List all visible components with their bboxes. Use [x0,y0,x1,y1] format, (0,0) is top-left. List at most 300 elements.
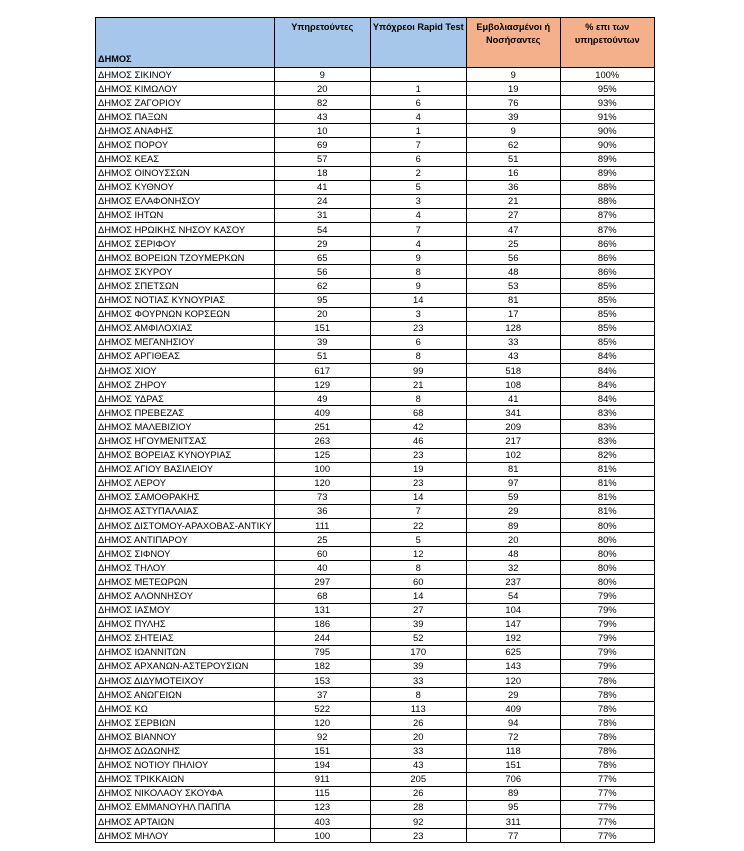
served-cell: 186 [274,617,370,631]
rapid-test-cell: 43 [370,758,466,772]
vaccinated-cell: 53 [466,279,560,293]
table-row [96,476,655,490]
served-cell: 60 [274,547,370,561]
served-cell: 57 [274,152,370,166]
rapid-test-cell: 5 [370,533,466,547]
vaccinated-cell: 94 [466,716,560,730]
vaccinated-cell: 33 [466,335,560,349]
header-served: Υπηρετούντες [274,18,370,68]
municipality-cell: ΔΗΜΟΣ ΜΕΤΕΩΡΩΝ [96,575,275,589]
rapid-test-cell: 92 [370,814,466,828]
percent-cell: 91% [560,110,654,124]
vaccinated-cell: 21 [466,194,560,208]
served-cell: 151 [274,744,370,758]
served-cell: 31 [274,208,370,222]
served-cell: 115 [274,786,370,800]
vaccinated-cell: 151 [466,758,560,772]
table-row [96,406,655,420]
vaccinated-cell: 118 [466,744,560,758]
rapid-test-cell: 6 [370,152,466,166]
percent-cell: 84% [560,363,654,377]
table-row [96,702,655,716]
rapid-test-cell: 14 [370,589,466,603]
served-cell: 43 [274,110,370,124]
vaccinated-cell: 29 [466,688,560,702]
percent-cell: 79% [560,631,654,645]
rapid-test-cell: 12 [370,547,466,561]
served-cell: 403 [274,814,370,828]
municipality-cell: ΔΗΜΟΣ ΒΟΡΕΙΑΣ ΚΥΝΟΥΡΙΑΣ [96,448,275,462]
rapid-test-cell: 4 [370,237,466,251]
percent-cell: 77% [560,829,654,843]
table-row [96,674,655,688]
vaccinated-cell: 143 [466,659,560,673]
percent-cell: 86% [560,265,654,279]
served-cell: 56 [274,265,370,279]
served-cell: 69 [274,138,370,152]
vaccinated-cell: 32 [466,561,560,575]
vaccinated-cell: 104 [466,603,560,617]
percent-cell: 79% [560,603,654,617]
municipality-cell: ΔΗΜΟΣ ΝΟΤΙΟΥ ΠΗΛΙΟΥ [96,758,275,772]
rapid-test-cell: 9 [370,251,466,265]
rapid-test-cell: 68 [370,406,466,420]
served-cell: 10 [274,124,370,138]
municipality-cell: ΔΗΜΟΣ ΕΜΜΑΝΟΥΗΛ ΠΑΠΠΑ [96,800,275,814]
table-row [96,251,655,265]
rapid-test-cell: 113 [370,702,466,716]
vaccinated-cell: 76 [466,96,560,110]
served-cell: 409 [274,406,370,420]
served-cell: 73 [274,490,370,504]
vaccinated-cell: 147 [466,617,560,631]
municipality-cell: ΔΗΜΟΣ ΙΑΣΜΟΥ [96,603,275,617]
header-row [96,18,655,68]
vaccinated-cell: 128 [466,321,560,335]
served-cell: 100 [274,462,370,476]
percent-cell: 80% [560,533,654,547]
header-vaccinated: Εμβολιασμένοι ή Νοσήσαντες [466,18,560,68]
table-row [96,110,655,124]
vaccinated-cell: 108 [466,378,560,392]
percent-cell: 86% [560,251,654,265]
percent-cell: 85% [560,321,654,335]
rapid-test-cell: 3 [370,307,466,321]
municipality-cell: ΔΗΜΟΣ ΗΓΟΥΜΕΝΙΤΣΑΣ [96,434,275,448]
vaccinated-cell: 54 [466,589,560,603]
municipality-cell: ΔΗΜΟΣ ΑΝΤΙΠΑΡΟΥ [96,533,275,547]
table-row [96,166,655,180]
table-row [96,279,655,293]
rapid-test-cell: 8 [370,349,466,363]
percent-cell: 89% [560,166,654,180]
municipality-cell: ΔΗΜΟΣ ΣΙΚΙΝΟΥ [96,68,275,82]
served-cell: 153 [274,674,370,688]
rapid-test-cell: 19 [370,462,466,476]
vaccinated-cell: 192 [466,631,560,645]
percent-cell: 83% [560,406,654,420]
percent-cell: 84% [560,392,654,406]
percent-cell: 83% [560,434,654,448]
municipality-cell: ΔΗΜΟΣ ΜΑΛΕΒΙΖΙΟΥ [96,420,275,434]
served-cell: 182 [274,659,370,673]
table-row [96,659,655,673]
table-row [96,716,655,730]
rapid-test-cell: 39 [370,659,466,673]
municipality-cell: ΔΗΜΟΣ ΝΙΚΟΛΑΟΥ ΣΚΟΥΦΑ [96,786,275,800]
served-cell: 120 [274,716,370,730]
table-row [96,829,655,843]
vaccinated-cell: 9 [466,124,560,138]
header-municipality: ΔΗΜΟΣ [96,18,275,68]
percent-cell: 78% [560,730,654,744]
rapid-test-cell: 7 [370,504,466,518]
vaccinated-cell: 311 [466,814,560,828]
table-row [96,194,655,208]
rapid-test-cell: 14 [370,293,466,307]
municipality-cell: ΔΗΜΟΣ ΠΡΕΒΕΖΑΣ [96,406,275,420]
percent-cell: 78% [560,758,654,772]
table-row [96,462,655,476]
vaccinated-cell: 41 [466,392,560,406]
municipality-cell: ΔΗΜΟΣ ΑΛΟΝΝΗΣΟΥ [96,589,275,603]
served-cell: 20 [274,307,370,321]
municipality-cell: ΔΗΜΟΣ ΙΗΤΩΝ [96,208,275,222]
served-cell: 129 [274,378,370,392]
served-cell: 297 [274,575,370,589]
table-row [96,82,655,96]
served-cell: 20 [274,82,370,96]
rapid-test-cell: 4 [370,110,466,124]
rapid-test-cell: 5 [370,180,466,194]
table-row [96,124,655,138]
vaccinated-cell: 20 [466,533,560,547]
table-row [96,631,655,645]
municipality-cell: ΔΗΜΟΣ ΑΝΩΓΕΙΩΝ [96,688,275,702]
percent-cell: 78% [560,744,654,758]
served-cell: 82 [274,96,370,110]
rapid-test-cell: 8 [370,561,466,575]
municipality-cell: ΔΗΜΟΣ ΔΙΣΤΟΜΟΥ-ΑΡΑΧΟΒΑΣ-ΑΝΤΙΚΥ [96,519,275,533]
percent-cell: 81% [560,504,654,518]
municipality-cell: ΔΗΜΟΣ ΣΙΦΝΟΥ [96,547,275,561]
rapid-test-cell: 27 [370,603,466,617]
table-row [96,363,655,377]
header-percent: % επι των υπηρετούντων [560,18,654,68]
rapid-test-cell: 170 [370,645,466,659]
municipality-cell: ΔΗΜΟΣ ΔΙΔΥΜΟΤΕΙΧΟΥ [96,674,275,688]
percent-cell: 85% [560,335,654,349]
rapid-test-cell: 205 [370,772,466,786]
table-row [96,688,655,702]
municipality-cell: ΔΗΜΟΣ ΚΙΜΩΛΟΥ [96,82,275,96]
percent-cell: 84% [560,378,654,392]
municipality-cell: ΔΗΜΟΣ ΑΣΤΥΠΑΛΑΙΑΣ [96,504,275,518]
municipality-cell: ΔΗΜΟΣ ΠΥΛΗΣ [96,617,275,631]
percent-cell: 81% [560,490,654,504]
rapid-test-cell: 46 [370,434,466,448]
rapid-test-cell: 9 [370,279,466,293]
municipality-cell: ΔΗΜΟΣ ΖΑΓΟΡΙΟΥ [96,96,275,110]
table-row [96,645,655,659]
served-cell: 123 [274,800,370,814]
vaccinated-cell: 17 [466,307,560,321]
served-cell: 151 [274,321,370,335]
percent-cell: 90% [560,124,654,138]
table-row [96,293,655,307]
vaccinated-cell: 409 [466,702,560,716]
municipality-cell: ΔΗΜΟΣ ΧΙΟΥ [96,363,275,377]
municipality-cell: ΔΗΜΟΣ ΦΟΥΡΝΩΝ ΚΟΡΣΕΩΝ [96,307,275,321]
vaccinated-cell: 120 [466,674,560,688]
rapid-test-cell: 20 [370,730,466,744]
municipality-cell: ΔΗΜΟΣ ΣΕΡΒΙΩΝ [96,716,275,730]
served-cell: 95 [274,293,370,307]
table-row [96,68,655,82]
table-row [96,519,655,533]
vaccinated-cell: 39 [466,110,560,124]
vaccinated-cell: 51 [466,152,560,166]
table-row [96,490,655,504]
vaccinated-cell: 43 [466,349,560,363]
percent-cell: 85% [560,293,654,307]
vaccinated-cell: 81 [466,462,560,476]
percent-cell: 78% [560,674,654,688]
vaccinated-cell: 209 [466,420,560,434]
percent-cell: 83% [560,420,654,434]
vaccinated-cell: 72 [466,730,560,744]
table-row [96,434,655,448]
table-row [96,758,655,772]
percent-cell: 77% [560,800,654,814]
vaccinated-cell: 16 [466,166,560,180]
percent-cell: 77% [560,786,654,800]
rapid-test-cell: 8 [370,392,466,406]
municipality-cell: ΔΗΜΟΣ ΑΜΦΙΛΟΧΙΑΣ [96,321,275,335]
rapid-test-cell: 42 [370,420,466,434]
table-row [96,448,655,462]
percent-cell: 79% [560,617,654,631]
percent-cell: 78% [560,688,654,702]
table-row [96,533,655,547]
vaccinated-cell: 89 [466,519,560,533]
table-row [96,504,655,518]
rapid-test-cell: 33 [370,744,466,758]
table-row [96,208,655,222]
served-cell: 68 [274,589,370,603]
vaccinated-cell: 97 [466,476,560,490]
municipality-cell: ΔΗΜΟΣ ΗΡΩΙΚΗΣ ΝΗΣΟΥ ΚΑΣΟΥ [96,223,275,237]
served-cell: 911 [274,772,370,786]
percent-cell: 81% [560,476,654,490]
table-row [96,617,655,631]
municipality-cell: ΔΗΜΟΣ ΛΕΡΟΥ [96,476,275,490]
rapid-test-cell: 7 [370,138,466,152]
percent-cell: 78% [560,716,654,730]
municipality-cell: ΔΗΜΟΣ ΑΡΤΑΙΩΝ [96,814,275,828]
percent-cell: 79% [560,645,654,659]
vaccinated-cell: 9 [466,68,560,82]
served-cell: 39 [274,335,370,349]
vaccinated-cell: 47 [466,223,560,237]
served-cell: 244 [274,631,370,645]
rapid-test-cell: 23 [370,448,466,462]
rapid-test-cell: 6 [370,335,466,349]
municipality-cell: ΔΗΜΟΣ ΑΡΧΑΝΩΝ-ΑΣΤΕΡΟΥΣΙΩΝ [96,659,275,673]
rapid-test-cell: 1 [370,82,466,96]
served-cell: 522 [274,702,370,716]
municipality-cell: ΔΗΜΟΣ ΤΡΙΚΚΑΙΩΝ [96,772,275,786]
rapid-test-cell: 7 [370,223,466,237]
table-row [96,152,655,166]
vaccinated-cell: 62 [466,138,560,152]
municipality-cell: ΔΗΜΟΣ ΜΕΓΑΝΗΣΙΟΥ [96,335,275,349]
rapid-test-cell: 26 [370,786,466,800]
rapid-test-cell: 3 [370,194,466,208]
vaccinated-cell: 25 [466,237,560,251]
municipality-cell: ΔΗΜΟΣ ΕΛΑΦΟΝΗΣΟΥ [96,194,275,208]
vaccinated-cell: 48 [466,265,560,279]
percent-cell: 89% [560,152,654,166]
table-row [96,744,655,758]
percent-cell: 78% [560,702,654,716]
table-row [96,138,655,152]
percent-cell: 84% [560,349,654,363]
percent-cell: 88% [560,180,654,194]
served-cell: 29 [274,237,370,251]
served-cell: 25 [274,533,370,547]
percent-cell: 77% [560,814,654,828]
served-cell: 24 [274,194,370,208]
rapid-test-cell: 52 [370,631,466,645]
vaccinated-cell: 706 [466,772,560,786]
rapid-test-cell: 2 [370,166,466,180]
served-cell: 111 [274,519,370,533]
rapid-test-cell: 14 [370,490,466,504]
municipality-cell: ΔΗΜΟΣ ΑΝΑΦΗΣ [96,124,275,138]
table-row [96,786,655,800]
municipality-cell: ΔΗΜΟΣ ΣΚΥΡΟΥ [96,265,275,279]
rapid-test-cell [370,68,466,82]
municipality-cell: ΔΗΜΟΣ ΖΗΡΟΥ [96,378,275,392]
rapid-test-cell: 1 [370,124,466,138]
table-row [96,800,655,814]
percent-cell: 93% [560,96,654,110]
table-row [96,237,655,251]
rapid-test-cell: 60 [370,575,466,589]
served-cell: 92 [274,730,370,744]
municipality-cell: ΔΗΜΟΣ ΔΩΔΩΝΗΣ [96,744,275,758]
vaccinated-cell: 48 [466,547,560,561]
vaccinated-cell: 89 [466,786,560,800]
served-cell: 51 [274,349,370,363]
table-row [96,392,655,406]
served-cell: 125 [274,448,370,462]
header-rapid-test: Υπόχρεοι Rapid Test [370,18,466,68]
percent-cell: 86% [560,237,654,251]
served-cell: 617 [274,363,370,377]
percent-cell: 80% [560,519,654,533]
vaccinated-cell: 518 [466,363,560,377]
municipality-cell: ΔΗΜΟΣ ΝΟΤΙΑΣ ΚΥΝΟΥΡΙΑΣ [96,293,275,307]
served-cell: 795 [274,645,370,659]
municipality-cell: ΔΗΜΟΣ ΣΕΡΙΦΟΥ [96,237,275,251]
vaccinated-cell: 19 [466,82,560,96]
table-row [96,603,655,617]
table-row [96,814,655,828]
percent-cell: 80% [560,547,654,561]
percent-cell: 90% [560,138,654,152]
served-cell: 100 [274,829,370,843]
rapid-test-cell: 39 [370,617,466,631]
percent-cell: 87% [560,223,654,237]
municipality-cell: ΔΗΜΟΣ ΣΗΤΕΙΑΣ [96,631,275,645]
rapid-test-cell: 28 [370,800,466,814]
percent-cell: 85% [560,279,654,293]
table-row [96,730,655,744]
served-cell: 18 [274,166,370,180]
percent-cell: 81% [560,462,654,476]
served-cell: 131 [274,603,370,617]
municipality-cell: ΔΗΜΟΣ ΑΡΓΙΘΕΑΣ [96,349,275,363]
municipality-cell: ΔΗΜΟΣ ΒΙΑΝΝΟΥ [96,730,275,744]
table-row [96,180,655,194]
served-cell: 41 [274,180,370,194]
table-row [96,223,655,237]
table-row [96,96,655,110]
municipality-cell: ΔΗΜΟΣ ΣΑΜΟΘΡΑΚΗΣ [96,490,275,504]
percent-cell: 100% [560,68,654,82]
percent-cell: 77% [560,772,654,786]
served-cell: 263 [274,434,370,448]
rapid-test-cell: 8 [370,265,466,279]
served-cell: 36 [274,504,370,518]
municipality-cell: ΔΗΜΟΣ ΜΗΛΟΥ [96,829,275,843]
vaccinated-cell: 102 [466,448,560,462]
served-cell: 49 [274,392,370,406]
municipality-cell: ΔΗΜΟΣ ΤΗΛΟΥ [96,561,275,575]
rapid-test-cell: 23 [370,476,466,490]
municipality-cell: ΔΗΜΟΣ ΑΓΙΟΥ ΒΑΣΙΛΕΙΟΥ [96,462,275,476]
served-cell: 120 [274,476,370,490]
municipality-cell: ΔΗΜΟΣ ΚΥΘΝΟΥ [96,180,275,194]
table-row [96,349,655,363]
served-cell: 62 [274,279,370,293]
percent-cell: 95% [560,82,654,96]
percent-cell: 80% [560,575,654,589]
rapid-test-cell: 26 [370,716,466,730]
served-cell: 251 [274,420,370,434]
table-row [96,575,655,589]
percent-cell: 79% [560,589,654,603]
vaccinated-cell: 237 [466,575,560,589]
municipality-cell: ΔΗΜΟΣ ΣΠΕΤΣΩΝ [96,279,275,293]
rapid-test-cell: 23 [370,321,466,335]
municipality-cell: ΔΗΜΟΣ ΠΟΡΟΥ [96,138,275,152]
table-row [96,547,655,561]
municipality-cell: ΔΗΜΟΣ ΒΟΡΕΙΩΝ ΤΖΟΥΜΕΡΚΩΝ [96,251,275,265]
table-row [96,378,655,392]
vaccinated-cell: 217 [466,434,560,448]
served-cell: 54 [274,223,370,237]
vaccinated-cell: 81 [466,293,560,307]
rapid-test-cell: 23 [370,829,466,843]
rapid-test-cell: 8 [370,688,466,702]
table-row [96,335,655,349]
served-cell: 194 [274,758,370,772]
table-row [96,589,655,603]
vaccinated-cell: 36 [466,180,560,194]
